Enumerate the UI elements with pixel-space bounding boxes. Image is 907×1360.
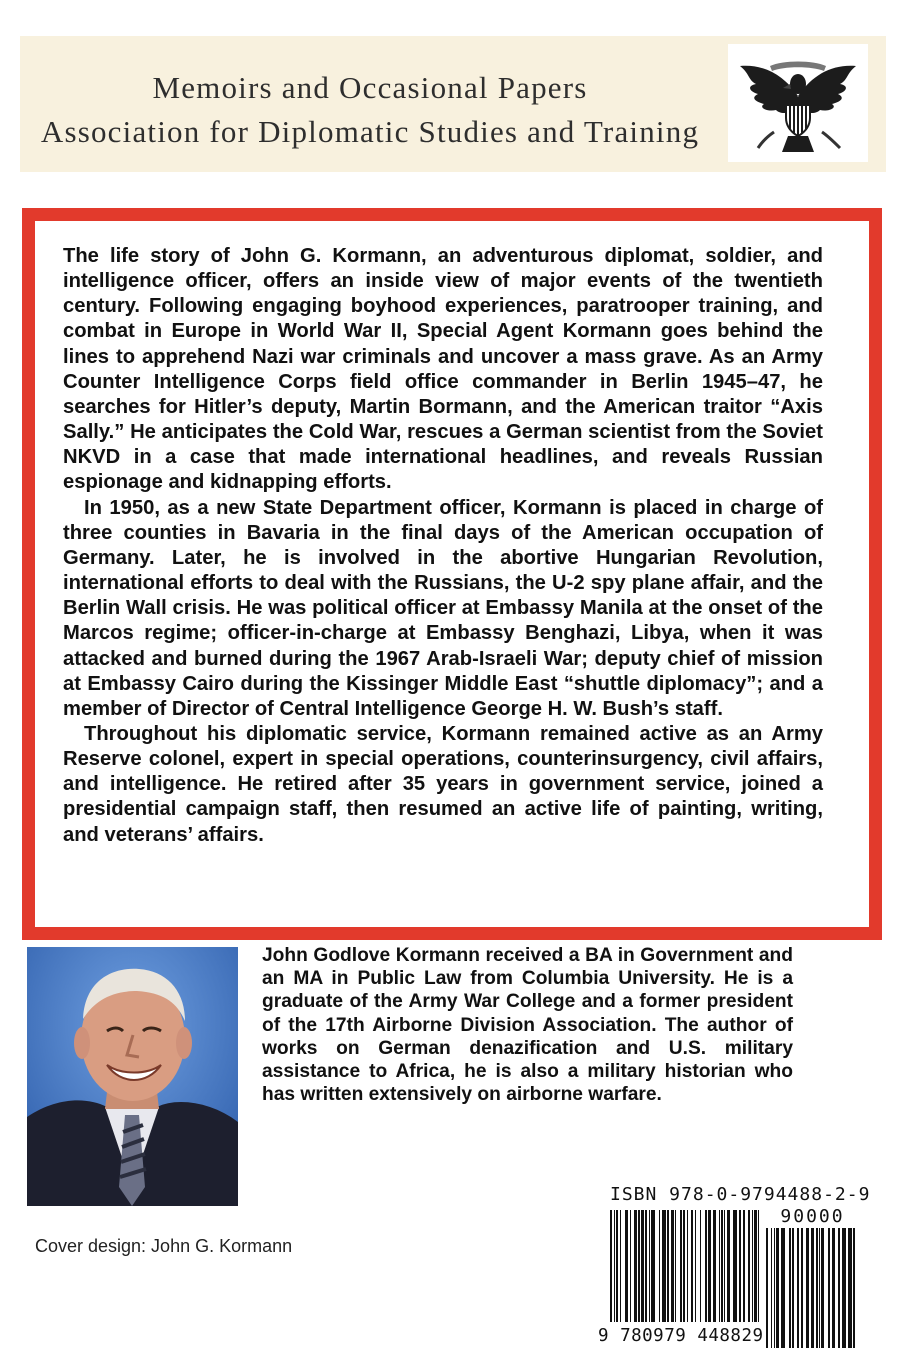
addon-barcode-bar bbox=[789, 1228, 791, 1348]
barcode-bar bbox=[721, 1210, 723, 1322]
association-name: Association for Diplomatic Studies and Training bbox=[40, 114, 700, 149]
addon-barcode-bar bbox=[832, 1228, 835, 1348]
barcode-bar bbox=[614, 1210, 615, 1322]
barcode-bar bbox=[724, 1210, 725, 1322]
addon-barcode-bar bbox=[811, 1228, 814, 1348]
barcode-bar bbox=[649, 1210, 650, 1322]
barcode-bar bbox=[695, 1210, 696, 1322]
barcode-bar bbox=[625, 1210, 628, 1322]
barcode-bar bbox=[671, 1210, 674, 1322]
barcode-bar bbox=[754, 1210, 757, 1322]
blurb-paragraph-3: Throughout his diplomatic service, Kormann remained active as an Army Reserve colonel, expert in special operations, counterinsurgency, civil affairs, and intelligence. He retired after 35 years in government service, joined a presidential campaign staff, then resumed an active life of painting, writing, and veterans’ affairs. bbox=[63, 722, 823, 846]
blurb-paragraph-2: In 1950, as a new State Department officer, Kormann is placed in charge of three counties in Bavaria in the final days of the American occupation of Germany. Later, he is involved in the abortive Hungarian Revolution, international efforts to deal with the Russians, the U-2 spy plane affair, and the Berlin Wall crisis. He was political officer at Embassy Manila at the onset of the Marcos regime; officer-in-charge at Embassy Benghazi, Libya, when it was attacked and burned during the 1967 Arab-Israeli War; deputy chief of mission at Embassy Cairo during the Kissinger Middle East “shuttle diplomacy”; and a member of Director of Central Intelligence George H. W. Bush’s staff. bbox=[63, 496, 823, 720]
addon-barcode-bar bbox=[842, 1228, 846, 1348]
barcode-bars bbox=[610, 1210, 760, 1322]
addon-barcode-bar bbox=[838, 1228, 840, 1348]
barcode-bar bbox=[651, 1210, 655, 1322]
eagle-seal-icon bbox=[728, 44, 868, 162]
barcode-bar bbox=[733, 1210, 737, 1322]
barcode-bar bbox=[680, 1210, 682, 1322]
blurb-paragraph-1: The life story of John G. Kormann, an adventurous diplomat, soldier, and intelligence officer, offers an inside view of major events of the twentieth century. Following engaging boyhood experiences, paratrooper training, and combat in Europe in World War II, Special Agent Kormann goes behind the lines to apprehend Nazi war criminals and uncover a mass grave. As an Army Counter Intelligence Corps field office commander in Berlin 1945–47, he searches for Hitler’s deputy, Martin Bormann, and the American traitor “Axis Sally.” He anticipates the Cold War, rescues a German scientist from the Soviet NKVD in a case that made international headlines, and reveals Russian espionage and kidnapping efforts. bbox=[63, 245, 823, 494]
barcode-bar bbox=[620, 1210, 621, 1322]
barcode-bar bbox=[645, 1210, 647, 1322]
barcode-bar bbox=[719, 1210, 720, 1322]
author-bio-text: John Godlove Kormann received a BA in Government and an MA in Public Law from Columbia University. He is a graduate of the Army War College and a former president of the 17th Airborne Division Association. The author of works on German denazification and U.S. military assistance to Africa, he is also a military historian who has written extensively on airborne warfare. bbox=[262, 945, 793, 1106]
barcode-bar bbox=[638, 1210, 640, 1322]
barcode-bar bbox=[641, 1210, 644, 1322]
addon-barcode-bar bbox=[801, 1228, 803, 1348]
addon-barcode-bar bbox=[771, 1228, 772, 1348]
addon-barcode-bar bbox=[806, 1228, 809, 1348]
addon-barcode-bar bbox=[816, 1228, 818, 1348]
addon-barcode-bar bbox=[848, 1228, 852, 1348]
addon-barcode-bar bbox=[776, 1228, 779, 1348]
barcode-bar bbox=[687, 1210, 688, 1322]
barcode-bar bbox=[713, 1210, 716, 1322]
addon-barcode-bar bbox=[819, 1228, 820, 1348]
barcode-bar bbox=[758, 1210, 759, 1322]
barcode-bar bbox=[630, 1210, 631, 1322]
addon-barcode-bar bbox=[781, 1228, 785, 1348]
addon-barcode-bars bbox=[766, 1228, 858, 1348]
barcode-bar bbox=[708, 1210, 711, 1322]
addon-barcode-bar bbox=[774, 1228, 775, 1348]
barcode-bar bbox=[683, 1210, 685, 1322]
barcode-bar bbox=[743, 1210, 745, 1322]
addon-barcode-bar bbox=[853, 1228, 855, 1348]
barcode-bar bbox=[705, 1210, 707, 1322]
blurb-frame bbox=[22, 208, 882, 940]
addon-barcode-bar bbox=[797, 1228, 799, 1348]
barcode-bar bbox=[748, 1210, 750, 1322]
price-addon-number: 90000 bbox=[780, 1206, 845, 1227]
series-header bbox=[20, 36, 886, 172]
barcode-bar bbox=[662, 1210, 666, 1322]
isbn-barcode bbox=[598, 1184, 871, 1360]
addon-barcode-bar bbox=[792, 1228, 794, 1348]
barcode-bar bbox=[667, 1210, 669, 1322]
ean-number: 9 780979 448829 bbox=[598, 1326, 764, 1346]
barcode-bar bbox=[675, 1210, 676, 1322]
barcode-bar bbox=[752, 1210, 753, 1322]
author-photo bbox=[27, 947, 238, 1206]
isbn-number: ISBN 978-0-9794488-2-9 bbox=[610, 1184, 871, 1205]
addon-barcode-bar bbox=[821, 1228, 824, 1348]
series-title: Memoirs and Occasional Papers bbox=[152, 70, 588, 105]
barcode-bar bbox=[739, 1210, 741, 1322]
author-bio bbox=[262, 944, 793, 1106]
barcode-bar bbox=[700, 1210, 701, 1322]
barcode-bar bbox=[691, 1210, 693, 1322]
blurb-text bbox=[63, 244, 823, 848]
cover-credit: Cover design: John G. Kormann bbox=[35, 1236, 293, 1256]
barcode-bar bbox=[659, 1210, 660, 1322]
addon-barcode-bar bbox=[828, 1228, 830, 1348]
barcode-bar bbox=[727, 1210, 730, 1322]
barcode-bar bbox=[610, 1210, 612, 1322]
barcode-bar bbox=[616, 1210, 618, 1322]
barcode-bar bbox=[634, 1210, 637, 1322]
